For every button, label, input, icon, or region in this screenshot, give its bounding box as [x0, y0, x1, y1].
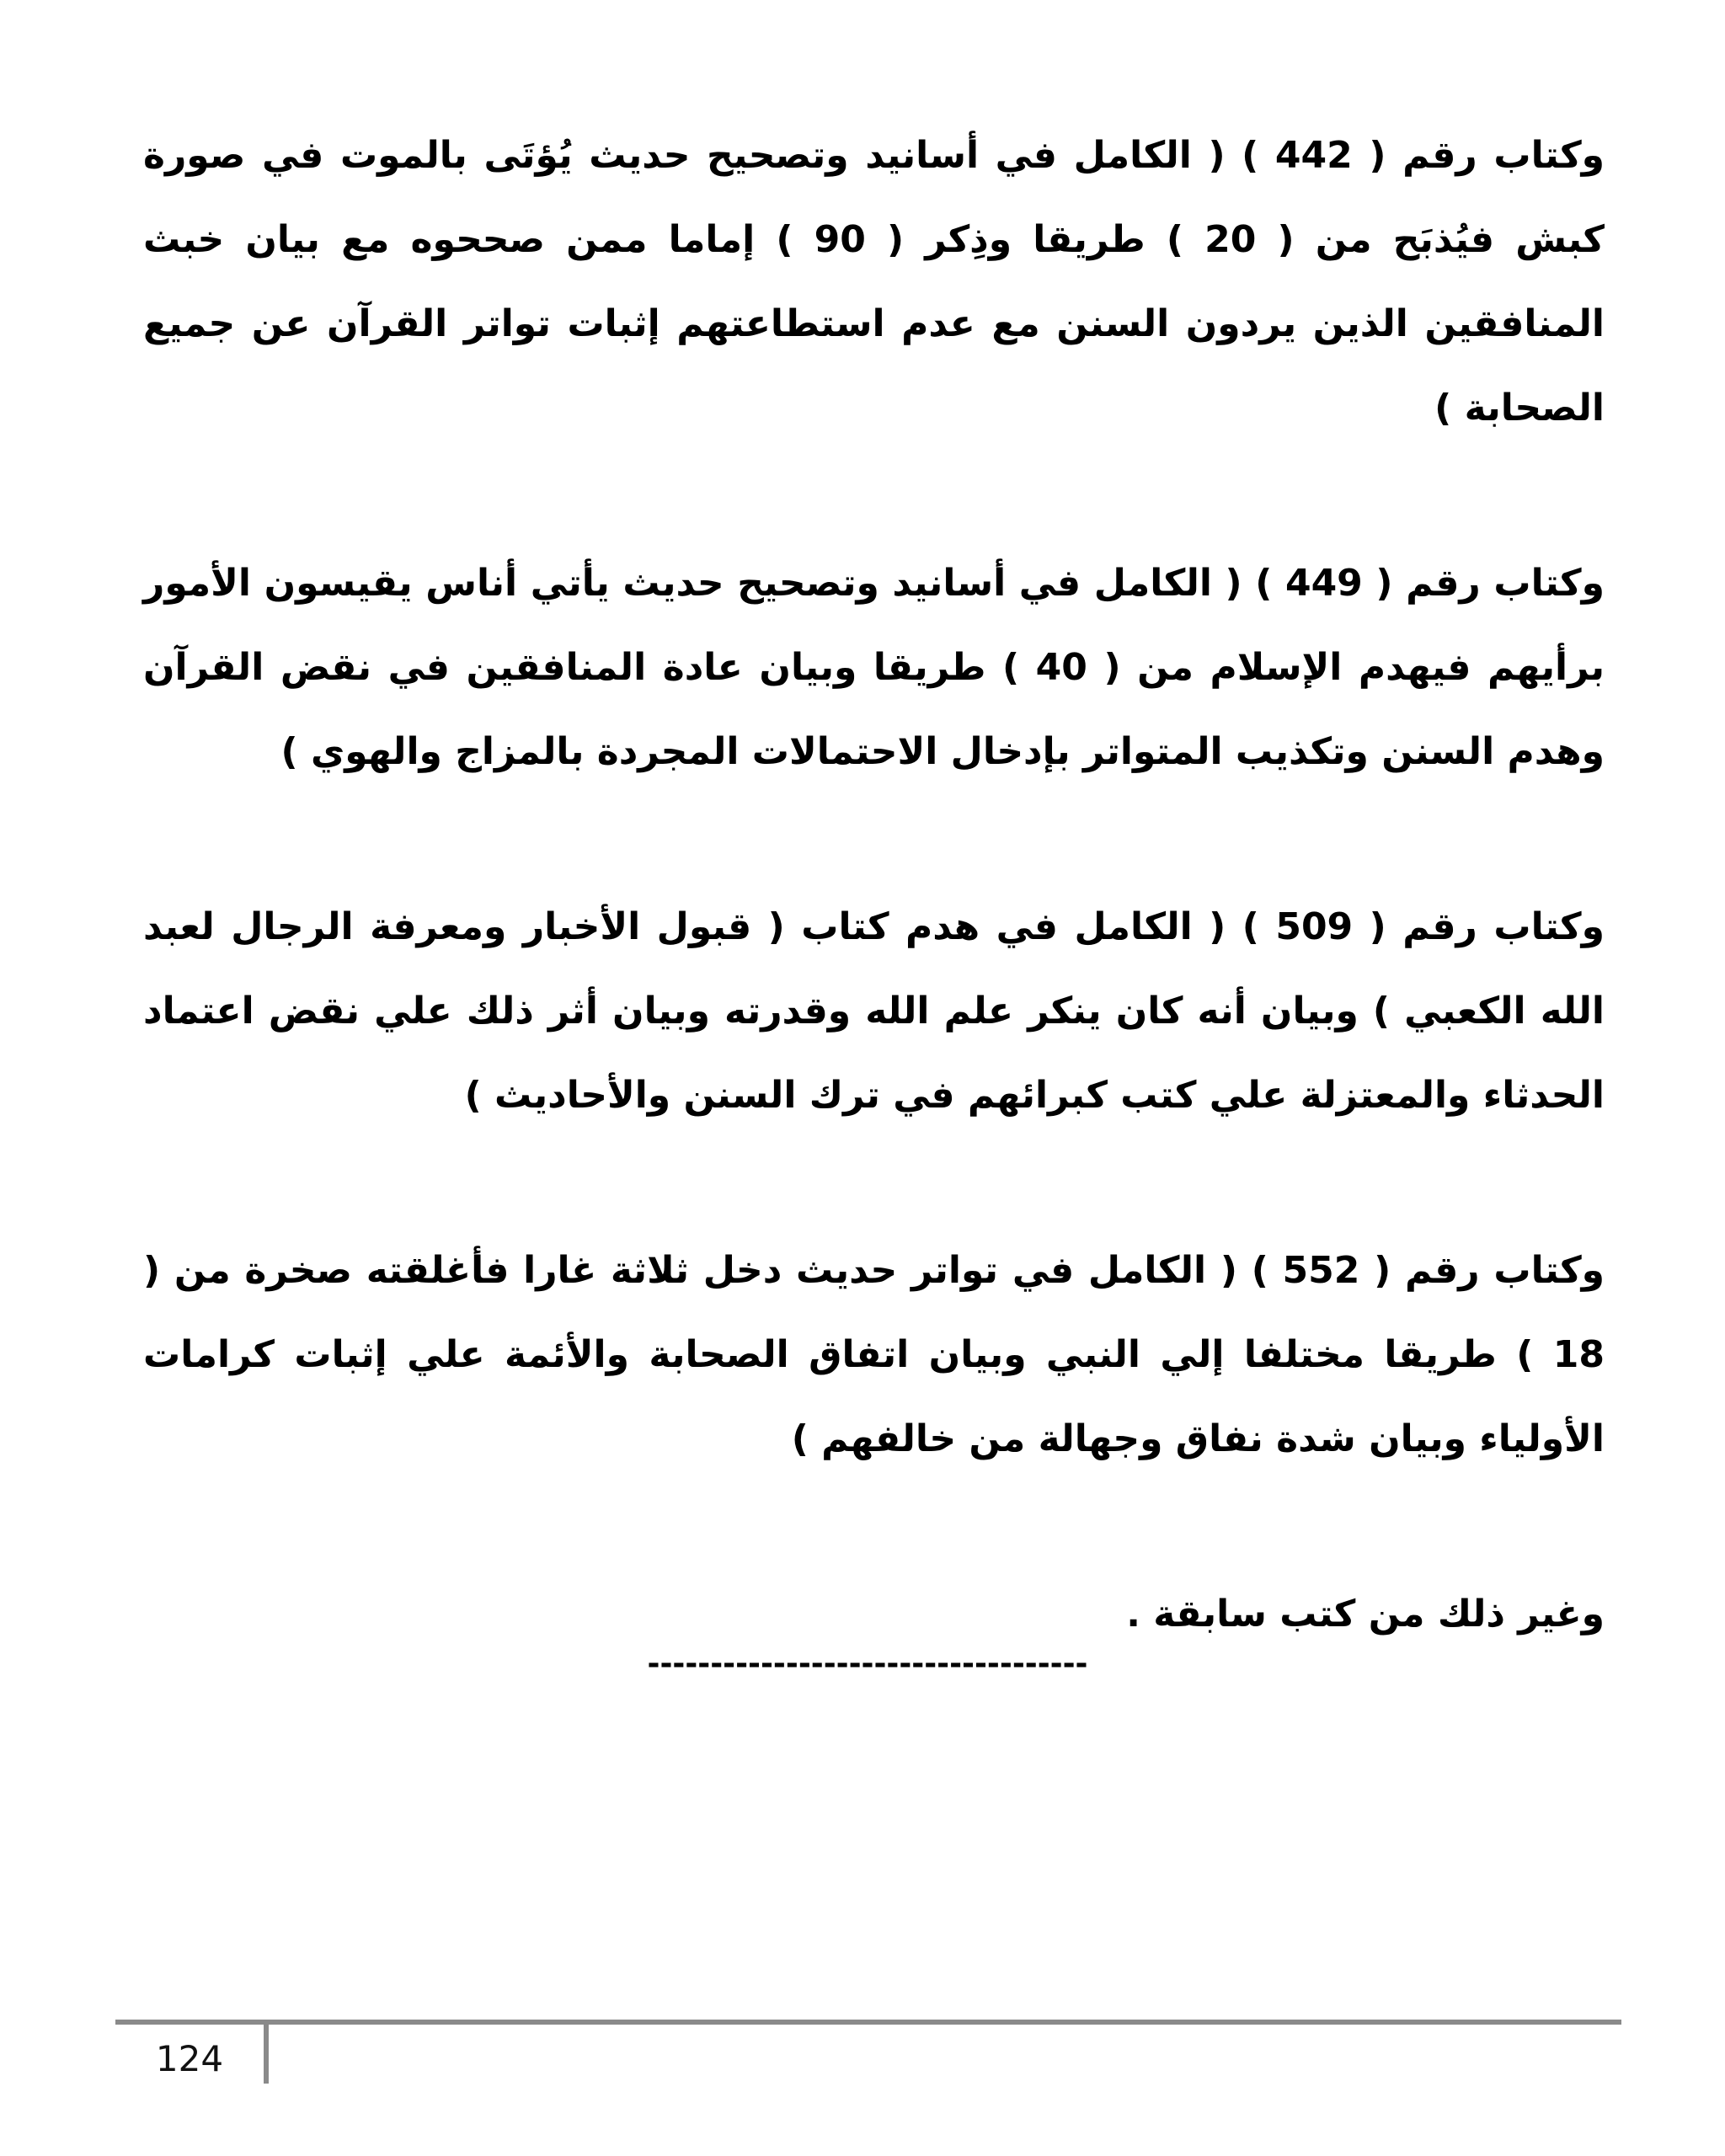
paragraph-book-442: وكتاب رقم ( 442 ) ( الكامل في أسانيد وتصحيح حديث يُؤتَى بالموت في صورة كبش فيُذبَح من ( 20 ) طريقا وذِكر ( 90 ) إماما ممن صححوه مع بيان خبث المنافقين الذين يردون السنن مع عدم استطاعتهم إثبات تواتر القرآن عن جميع الصحابة ): [143, 134, 1605, 430]
page-body: [143, 114, 1605, 1657]
page-number: 124: [155, 2038, 224, 2079]
paragraph-book-449: وكتاب رقم ( 449 ) ( الكامل في أسانيد وتصحيح حديث يأتي أناس يقيسون الأمور برأيهم فيهدم الإسلام من ( 40 ) طريقا وبيان عادة المنافقين في نقض القرآن وهدم السنن وتكذيب المتواتر بإدخال الاحتمالات المجردة بالمزاج والهوي ): [143, 562, 1605, 773]
footer-divider-tick: [264, 2025, 269, 2084]
footer-rule: [115, 2020, 1621, 2025]
paragraph-closing: وغير ذلك من كتب سابقة .: [1126, 1593, 1605, 1636]
paragraph-book-509: وكتاب رقم ( 509 ) ( الكامل في هدم كتاب ( قبول الأخبار ومعرفة الرجال لعبد الله الكعبي ) وبيان أنه كان ينكر علم الله وقدرته وبيان أثر ذلك علي نقض اعتماد الحدثاء والمعتزلة علي كتب كبرائهم في ترك السنن والأحاديث ): [143, 905, 1605, 1117]
section-separator: -----------------------------------: [647, 1646, 1088, 1681]
paragraph-book-552: وكتاب رقم ( 552 ) ( الكامل في تواتر حديث دخل ثلاثة غارا فأغلقته صخرة من ( 18 ) طريقا مختلفا إلي النبي وبيان اتفاق الصحابة والأئمة علي إثبات كرامات الأولياء وبيان شدة نفاق وجهالة من خالفهم ): [143, 1249, 1605, 1460]
